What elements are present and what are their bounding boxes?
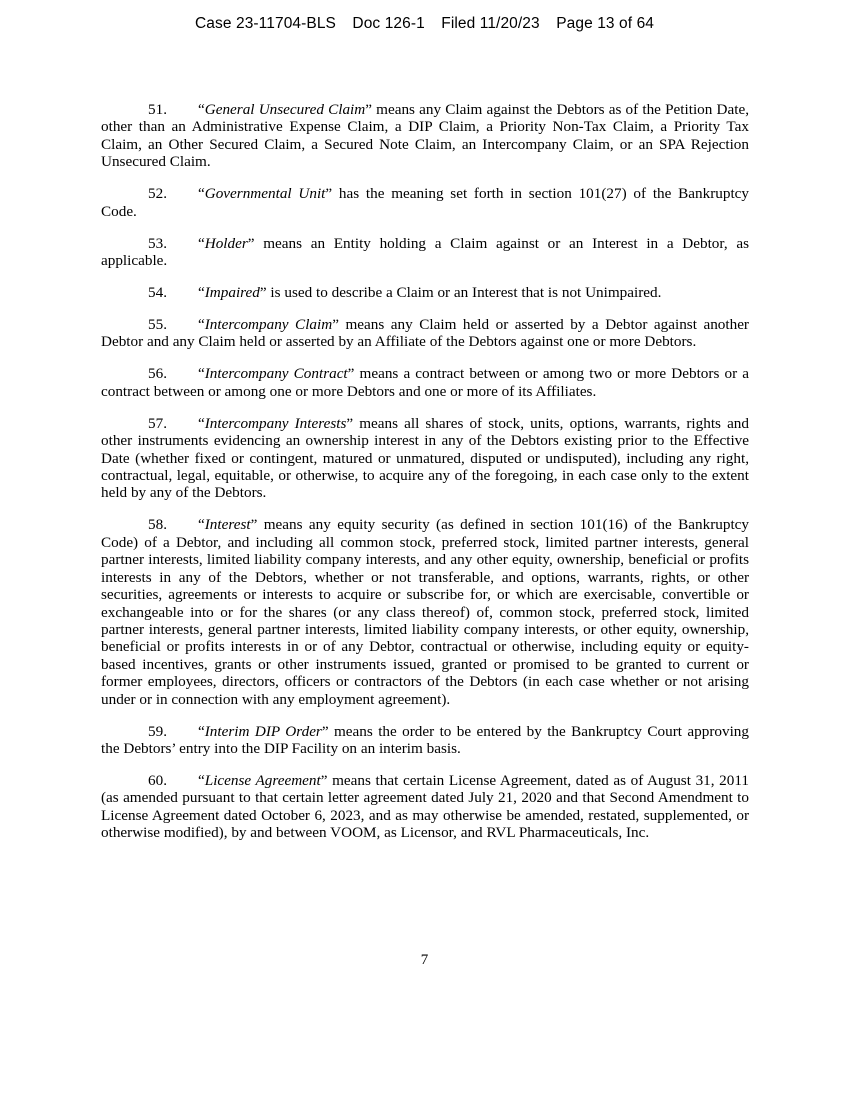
defined-term: Impaired xyxy=(204,284,260,302)
paragraph-number: 57. xyxy=(148,414,167,432)
defined-term: Governmental Unit xyxy=(204,185,326,203)
definition-paragraph: 60. “License Agreement” means that certain License Agreement, dated as of August 31, 2011 (as amended pursuant to that certain letter agreement dated July 21, 2020 and that Second Amendment to License Agreement dated October 6, 2023, and as may otherwise be amended, restated, supplemented, or otherwise modified), by and between VOOM, as Licensor, and RVL Pharmaceuticals, Inc. xyxy=(101,771,749,842)
paragraph-number: 58. xyxy=(148,516,167,534)
paragraph-number: 59. xyxy=(148,722,167,740)
definition-paragraph: 53. “Holder” means an Entity holding a Claim against or an Interest in a Debtor, as applicable. xyxy=(101,234,749,270)
defined-term: Intercompany Claim xyxy=(204,316,333,334)
definition-text: means all shares of stock, units, options, warrants, rights and other instruments evidencing an ownership interest in any of the Debtors existing prior to the Effective Date (whether fixed or contingent, matured or unmatured, disputed or undisputed), including any right, contractual, legal, equitable, or otherwise, to acquire any of the foregoing, in each case only to the extent held by any of the Debtors. xyxy=(101,414,749,502)
defined-term: License Agreement xyxy=(204,771,321,789)
page-count: Page 13 of 64 xyxy=(556,15,655,32)
paragraph-number: 55. xyxy=(148,316,167,334)
definition-paragraph: 54. “Impaired” is used to describe a Claim or an Interest that is not Unimpaired. xyxy=(148,284,662,302)
paragraph-number: 60. xyxy=(148,771,167,789)
paragraph-number: 56. xyxy=(148,365,167,383)
definition-paragraph: 52. “Governmental Unit” has the meaning set forth in section 101(27) of the Bankruptcy Code. xyxy=(101,185,750,220)
doc-number: Doc 126-1 xyxy=(352,15,425,32)
definition-text: means any Claim held or asserted by a Debtor against another Debtor and any Claim held or asserted by an Affiliate of the Debtors against one or more Debtors. xyxy=(101,316,749,351)
definition-paragraph: 58. “Interest” means any equity security (as defined in section 101(16) of the Bankruptcy Code) of a Debtor, and including all common stock, preferred stock, limited partner interests, general partner interests, limited liability company interests, and any other equity, ownership, beneficial or profits interests in any of the Debtors, whether or not transferable, and options, warrants, rights, or other securities, agreements or interests to acquire or subscribe for, or which are exercisable, convertible or exchangeable into or for the shares (or any class thereof) of, common stock, preferred stock, limited partner interests, general partner interests, limited liability company interests, or other equity, ownership, beneficial or profits interests in or of any Debtor, contractual or otherwise, including equity or equity-based incentives, grants or other instruments issued, granted or promised to be granted to current or former employees, directors, officers or contractors of the Debtors (in each case whether or not arising under or in connection with any employment agreement). xyxy=(101,516,749,708)
paragraph-number: 51. xyxy=(148,101,167,118)
definition-text: means a contract between or among two or more Debtors or a contract between or among one or more Debtors and one or more of its Affiliates. xyxy=(101,365,749,400)
definition-text: means that certain License Agreement, dated as of August 31, 2011 (as amended pursuant to that certain letter agreement dated July 21, 2020 and that Second Amendment to License Agreement dated October 6, 2023, and as may otherwise be amended, restated, supplemented, or otherwise modified), by and between VOOM, as Licensor, and RVL Pharmaceuticals, Inc. xyxy=(101,771,749,842)
case-number: Case 23-11704-BLS xyxy=(194,15,336,32)
defined-term: Interim DIP Order xyxy=(204,722,322,740)
definition-text: means an Entity holding a Claim against or an Interest in a Debtor, as applicable. xyxy=(101,234,749,270)
case-header xyxy=(0,15,849,33)
definition-paragraph: 51. “General Unsecured Claim” means any Claim against the Debtors as of the Petition Date, other than an Administrative Expense Claim, a DIP Claim, a Priority Non-Tax Claim, a Priority Tax Claim, an Other Secured Claim, a Secured Note Claim, an Intercompany Claim, or an SPA Rejection Unsecured Claim. xyxy=(101,101,749,171)
definition-text: has the meaning set forth in section 101(27) of the Bankruptcy Code. xyxy=(101,185,750,220)
definition-text: means any Claim against the Debtors as of the Petition Date, other than an Administrative Expense Claim, a DIP Claim, a Priority Non-Tax Claim, a Priority Tax Claim, an Other Secured Claim, a Secured Note Claim, an Intercompany Claim, or an SPA Rejection Unsecured Claim. xyxy=(101,101,749,171)
defined-term: Holder xyxy=(204,234,248,252)
definition-text: means the order to be entered by the Bankruptcy Court approving the Debtors’ entry into the DIP Facility on an interim basis. xyxy=(101,722,749,757)
definition-text: is used to describe a Claim or an Interest that is not Unimpaired. xyxy=(266,284,662,302)
definition-paragraph: 55. “Intercompany Claim” means any Claim held or asserted by a Debtor against another Debtor and any Claim held or asserted by an Affiliate of the Debtors against one or more Debtors. xyxy=(101,316,749,351)
paragraph-number: 52. xyxy=(148,185,167,203)
defined-term: General Unsecured Claim xyxy=(204,101,366,118)
defined-term: Interest xyxy=(204,516,251,534)
defined-term: Intercompany Contract xyxy=(204,365,348,383)
definition-text: means any equity security (as defined in section 101(16) of the Bankruptcy Code) of a Debtor, and including all common stock, preferred stock, limited partner interests, general partner interests, limited liability company interests, and any other equity, ownership, beneficial or profits interests in any of the Debtors, whether or not transferable, and options, warrants, rights, or other securities, agreements or interests to acquire or subscribe for, or which are exercisable, convertible or exchangeable into or for the shares (or any class thereof) of, common stock, preferred stock, limited partner interests, general partner interests, limited liability company interests, or other equity, ownership, beneficial or profits interests in or of any Debtor, contractual or otherwise, including equity or equity-based incentives, grants or other instruments issued, granted or promised to be granted to current or former employees, directors, officers or contractors of the Debtors (in each case whether or not arising under or in connection with any employment agreement). xyxy=(101,516,749,708)
page-number: 7 xyxy=(420,952,429,968)
definition-paragraph: 57. “Intercompany Interests” means all shares of stock, units, options, warrants, rights and other instruments evidencing an ownership interest in any of the Debtors existing prior to the Effective Date (whether fixed or contingent, matured or unmatured, disputed or undisputed), including any right, contractual, legal, equitable, or otherwise, to acquire any of the foregoing, in each case only to the extent held by any of the Debtors. xyxy=(101,414,749,502)
document-body xyxy=(101,101,749,856)
definition-paragraph: 56. “Intercompany Contract” means a contract between or among two or more Debtors or a contract between or among one or more Debtors and one or more of its Affiliates. xyxy=(101,365,749,400)
paragraph-number: 53. xyxy=(148,234,167,252)
paragraph-number: 54. xyxy=(148,284,167,302)
filed-date: Filed 11/20/23 xyxy=(441,15,540,32)
definition-paragraph: 59. “Interim DIP Order” means the order to be entered by the Bankruptcy Court approving the Debtors’ entry into the DIP Facility on an interim basis. xyxy=(101,722,749,757)
defined-term: Intercompany Interests xyxy=(204,414,347,432)
